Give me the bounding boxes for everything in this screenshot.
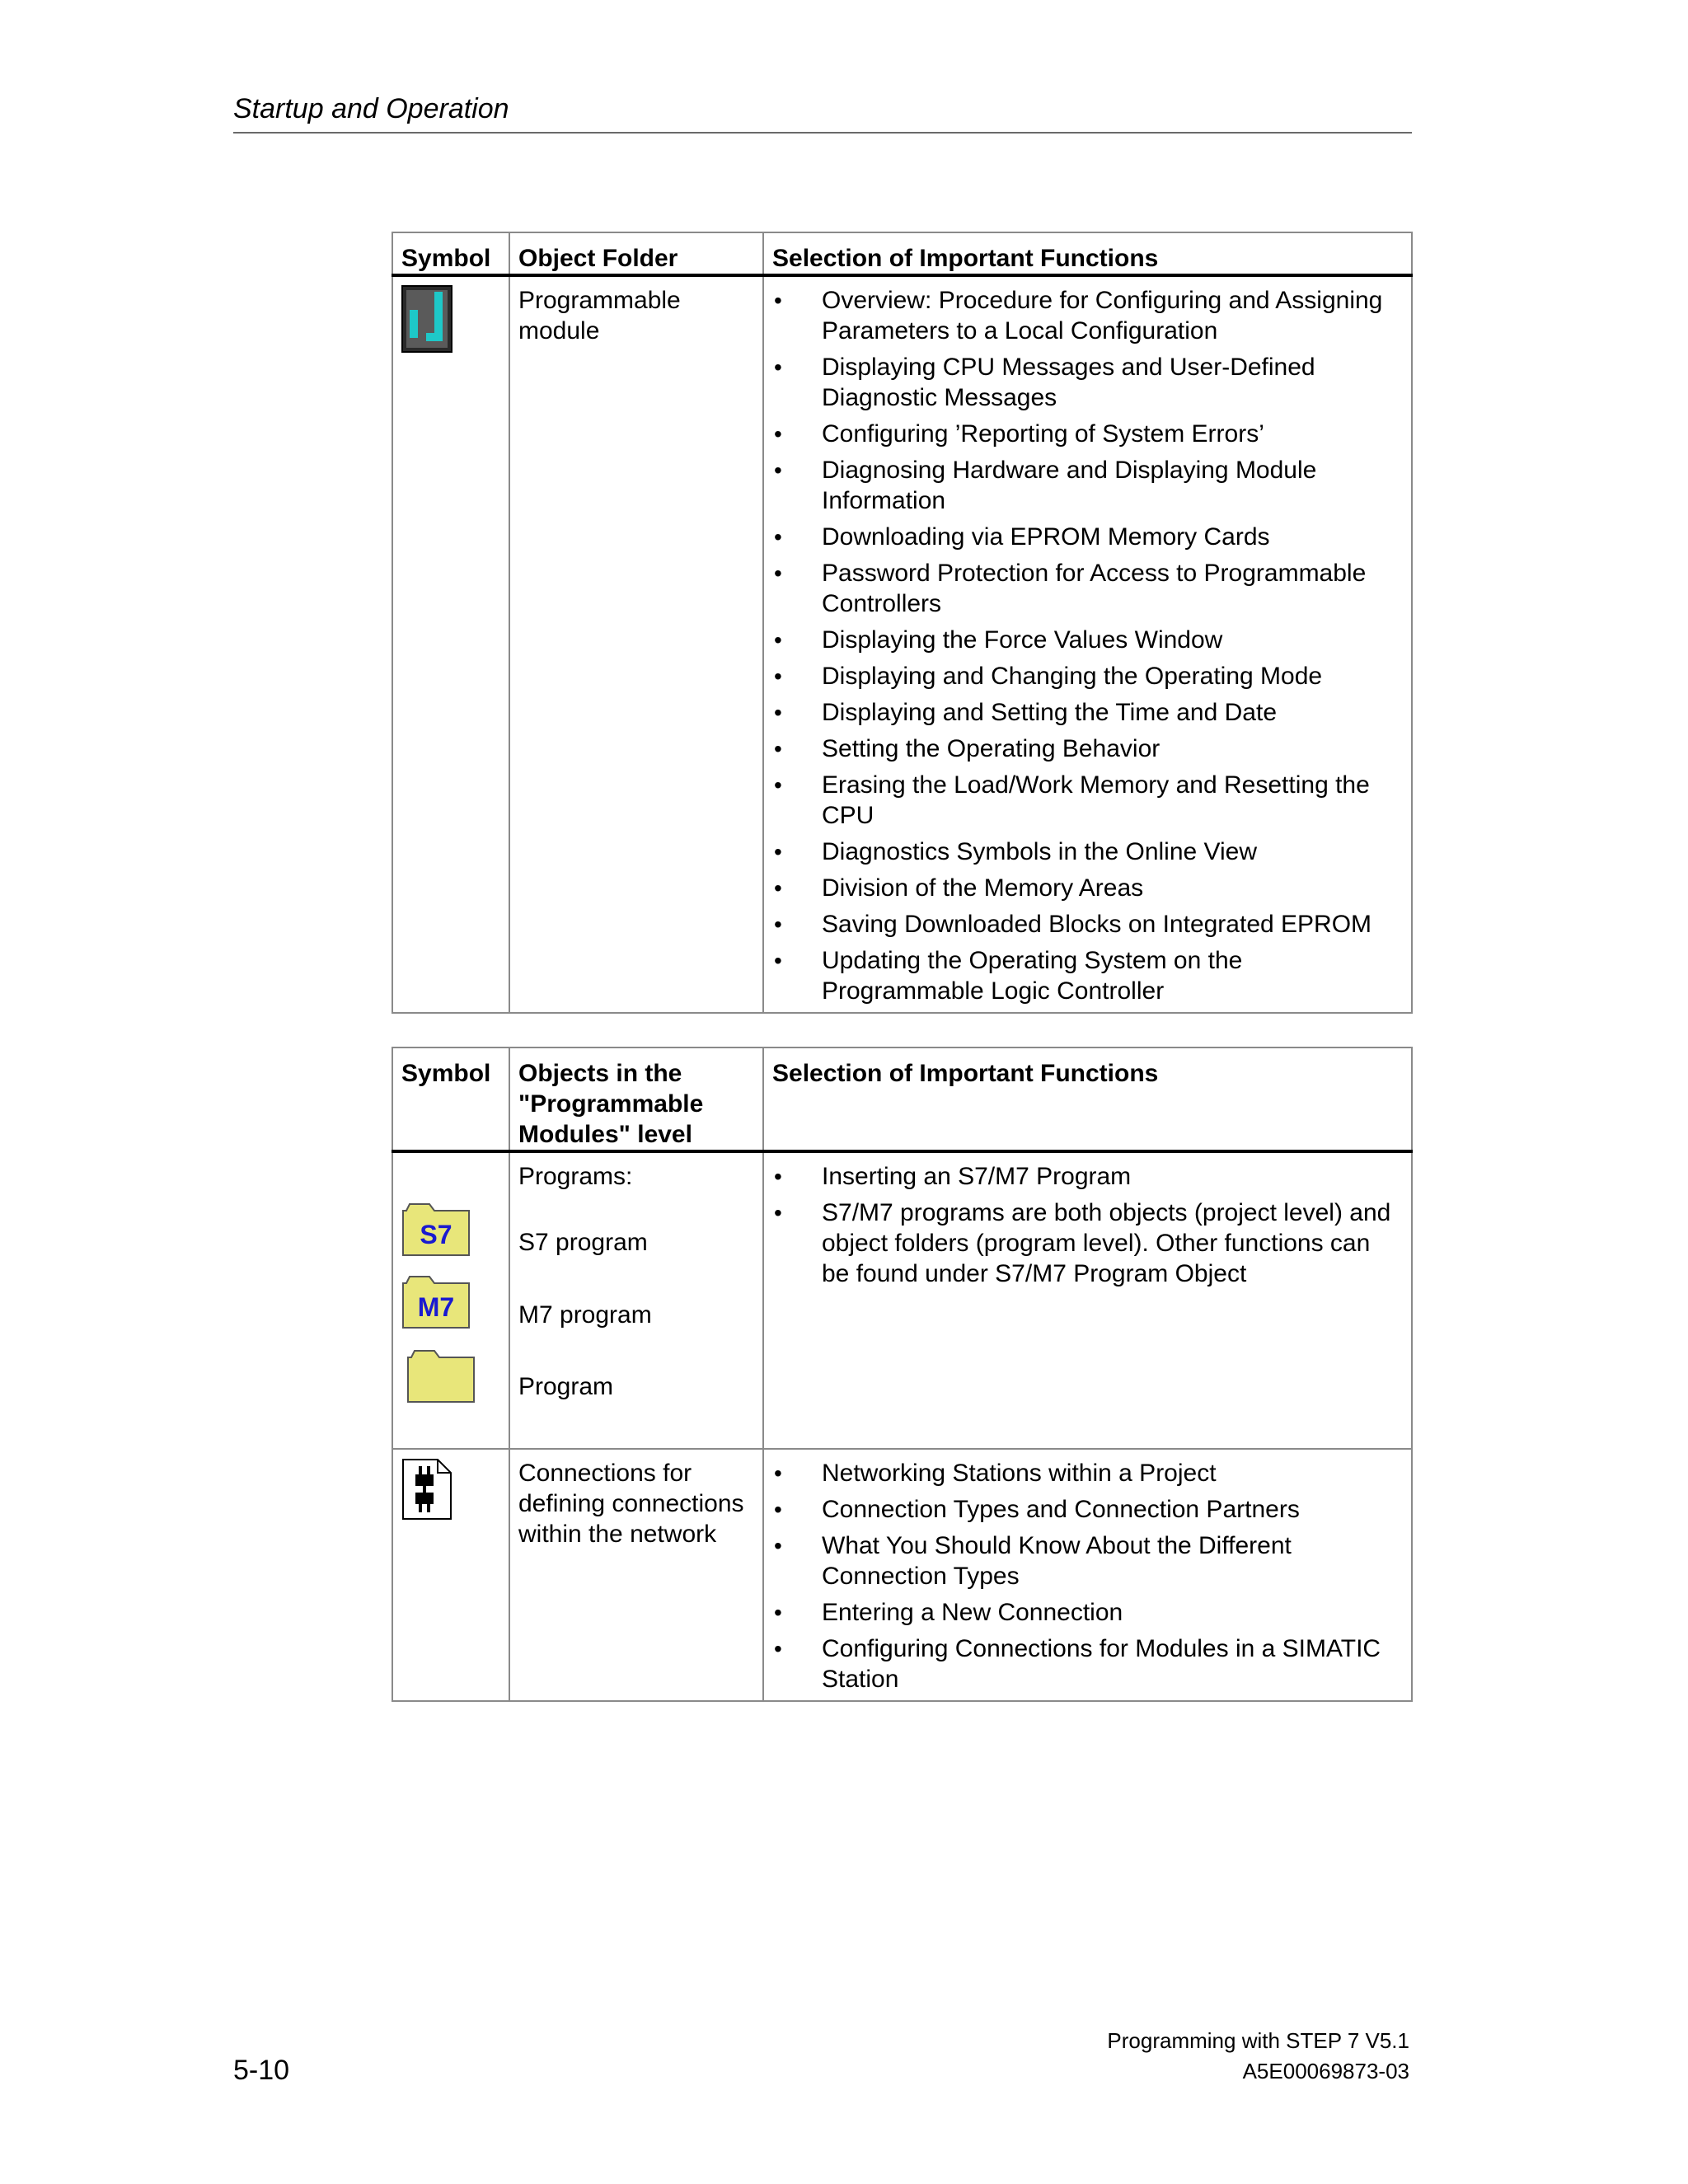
m7-icon-text: M7	[417, 1292, 455, 1322]
symbol-cell	[392, 1449, 509, 1701]
table-row	[392, 1449, 1412, 1701]
object-folder-name: Programmable module	[509, 275, 763, 1013]
function-link[interactable]: • Displaying the Force Values Window	[772, 625, 1403, 655]
function-list	[772, 1458, 1403, 1694]
function-link[interactable]: • Updating the Operating System on the Programmable Logic Controller	[772, 945, 1403, 1006]
function-link[interactable]: • Displaying and Setting the Time and Date	[772, 697, 1403, 728]
symbol-cell	[392, 275, 509, 1013]
function-link[interactable]: • Diagnostics Symbols in the Online View	[772, 837, 1403, 867]
function-link[interactable]: • Connection Types and Connection Partners	[772, 1494, 1403, 1525]
programs-heading: Programs:	[518, 1163, 633, 1190]
column-header-functions: Selection of Important Functions	[763, 232, 1412, 275]
footer-info	[1107, 2026, 1409, 2087]
programs-cell	[509, 1151, 763, 1449]
column-header-object-folder: Object Folder	[509, 232, 763, 275]
column-header-functions: Selection of Important Functions	[763, 1047, 1412, 1151]
m7-program-label: M7 program	[518, 1301, 652, 1329]
s7-program-folder-icon	[401, 1201, 471, 1257]
function-link[interactable]: • Configuring Connections for Modules in a SIMATIC Station	[772, 1633, 1403, 1694]
table-row	[392, 275, 1412, 1013]
programmable-modules-level-table	[392, 1047, 1413, 1702]
s7-program-label: S7 program	[518, 1229, 648, 1256]
function-link[interactable]: • Password Protection for Access to Programmable Controllers	[772, 558, 1403, 619]
connections-plug-icon	[401, 1458, 452, 1521]
program-folder-icon	[406, 1347, 476, 1404]
function-link[interactable]: • S7/M7 programs are both objects (project level) and object folders (program level). Other functions can be found under S7/M7 Program Object	[772, 1197, 1403, 1289]
connections-label: Connections for defining connections within the network	[509, 1449, 763, 1701]
table-row	[392, 1151, 1412, 1449]
function-link[interactable]: • Displaying and Changing the Operating Mode	[772, 661, 1403, 691]
s7-icon-text: S7	[420, 1220, 452, 1249]
functions-cell	[763, 275, 1412, 1013]
programmable-module-icon	[401, 285, 452, 353]
function-link[interactable]: • Configuring ’Reporting of System Errors’	[772, 419, 1403, 449]
function-link[interactable]: • What You Should Know About the Different Connection Types	[772, 1530, 1403, 1591]
function-list	[772, 1161, 1403, 1289]
function-link[interactable]: • Entering a New Connection	[772, 1597, 1403, 1628]
function-link[interactable]: • Setting the Operating Behavior	[772, 733, 1403, 764]
column-header-objects: Objects in the "Programmable Modules" level	[509, 1047, 763, 1151]
function-link[interactable]: • Diagnosing Hardware and Displaying Module Information	[772, 455, 1403, 516]
symbol-cell	[392, 1151, 509, 1449]
functions-cell	[763, 1151, 1412, 1449]
function-link[interactable]: • Erasing the Load/Work Memory and Resetting the CPU	[772, 770, 1403, 831]
object-folder-table	[392, 232, 1413, 1014]
function-link[interactable]: • Networking Stations within a Project	[772, 1458, 1403, 1488]
table-header-row	[392, 232, 1412, 275]
function-link[interactable]: • Displaying CPU Messages and User-Defined Diagnostic Messages	[772, 352, 1403, 413]
document-id: A5E00069873-03	[1242, 2059, 1409, 2083]
function-link[interactable]: • Saving Downloaded Blocks on Integrated EPROM	[772, 909, 1403, 940]
column-header-symbol: Symbol	[392, 1047, 509, 1151]
function-link[interactable]: • Downloading via EPROM Memory Cards	[772, 522, 1403, 552]
function-link[interactable]: • Inserting an S7/M7 Program	[772, 1161, 1403, 1192]
m7-program-folder-icon	[401, 1273, 471, 1329]
function-link[interactable]: • Overview: Procedure for Configuring and Assigning Parameters to a Local Configuration	[772, 285, 1403, 346]
program-label: Program	[518, 1373, 614, 1400]
functions-cell	[763, 1449, 1412, 1701]
page-header-title: Startup and Operation	[233, 92, 1412, 134]
column-header-symbol: Symbol	[392, 232, 509, 275]
table-header-row	[392, 1047, 1412, 1151]
page-number: 5-10	[233, 2055, 290, 2086]
manual-title: Programming with STEP 7 V5.1	[1107, 2028, 1409, 2053]
function-list	[772, 285, 1403, 1006]
function-link[interactable]: • Division of the Memory Areas	[772, 873, 1403, 903]
